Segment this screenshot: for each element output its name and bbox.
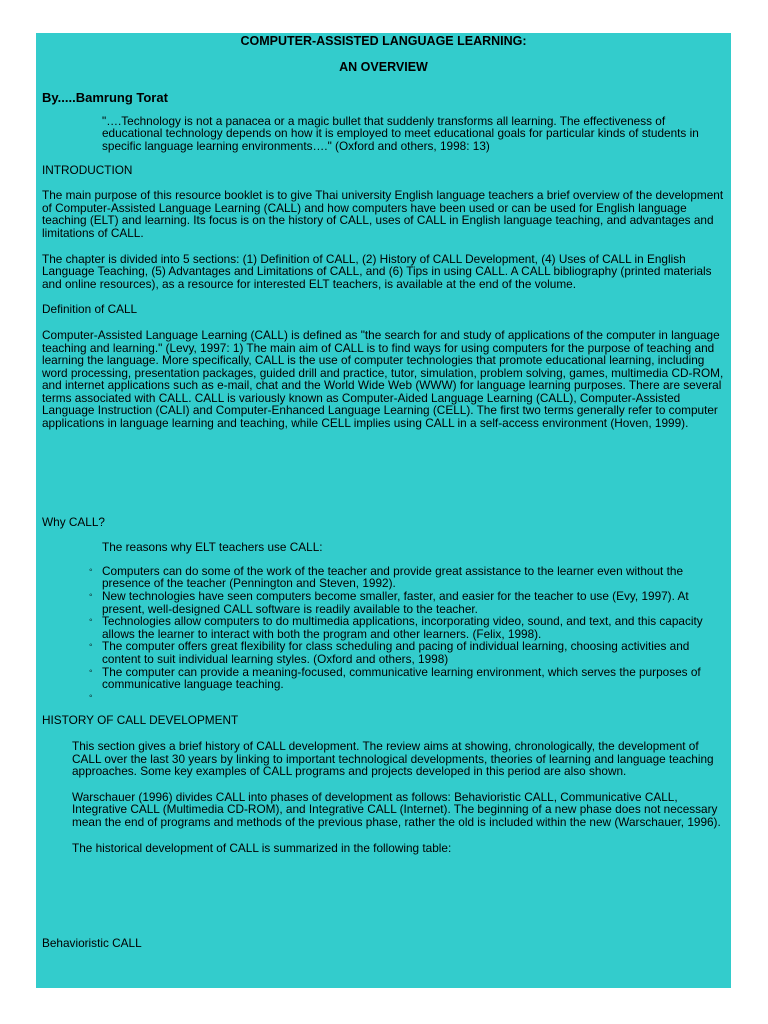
document-page [36, 33, 731, 988]
introduction-paragraph-1: The main purpose of this resource booklet is to give Thai university English language teachers a brief overview of the development of Computer-Assisted Language Learning (CALL) and how computers have been used or can be used for English language teaching (ELT) and learning. Its focus is on the history of CALL, uses of CALL in English language teaching, and advantages and limitations of CALL. [42, 188, 724, 240]
bullet-icon: ◦ [89, 665, 93, 677]
bullet-icon: ◦ [89, 640, 93, 652]
introduction-paragraph-2: The chapter is divided into 5 sections: (1) Definition of CALL, (2) History of CALL Development, (4) Uses of CALL in English Language Teaching, (5) Advantages and Limitations of CALL, and (6) Tips in using CALL. A CALL bibliography (printed materials and online resources), as a resource for interested ELT teachers, is available at the end of the volume. [42, 251, 712, 291]
bullet-icon: ◦ [89, 590, 93, 602]
document-title-line-1: COMPUTER-ASSISTED LANGUAGE LEARNING: [240, 34, 527, 48]
author-byline: By.....Bamrung Torat [42, 90, 168, 106]
epigraph-quote: "….Technology is not a panacea or a magic bullet that suddenly transforms all learning. The effectiveness of educational technology depends on how it is employed to meet educational goals for particular kinds of students in specific language learning environments…." (Oxford and others, 1998: 13) [102, 113, 699, 153]
document-title-line-2: AN OVERVIEW [339, 59, 428, 74]
reasons-list [42, 565, 725, 704]
blank-space [42, 430, 725, 516]
why-call-heading: Why CALL? [42, 514, 105, 529]
list-item: ◦ New technologies have seen computers become smaller, faster, and easier for the teacher to use (Evy, 1997). At present, well-designed CALL software is readily available to the teacher. [89, 589, 689, 616]
bullet-icon: ◦ [89, 690, 93, 702]
history-paragraph-1: This section gives a brief history of CALL development. The review aims at showing, chronologically, the development of CALL over the last 30 years by linking to important technological developments, theories of learning and language teaching approaches. Some key examples of CALL programs and projects developed in this period are also shown. [72, 738, 714, 779]
definition-heading: Definition of CALL [42, 302, 138, 317]
list-item: ◦ Computers can do some of the work of the teacher and provide great assistance to the learner even without the presence of the teacher (Pennington and Steven, 1992). [89, 563, 684, 591]
behavioristic-call-heading: Behavioristic CALL [42, 936, 142, 951]
introduction-heading: INTRODUCTION [42, 162, 133, 177]
why-call-intro: The reasons why ELT teachers use CALL: [102, 540, 323, 555]
bullet-icon: ◦ [89, 564, 93, 576]
history-heading: HISTORY OF CALL DEVELOPMENT [42, 713, 239, 728]
list-item: ◦ The computer offers great flexibility for class scheduling and pacing of individual learning, choosing activities and content to suit individual learning styles. (Oxford and others, 1998) [89, 639, 690, 666]
blank-space [42, 854, 725, 937]
list-item [89, 690, 725, 704]
history-paragraph-3: The historical development of CALL is summarized in the following table: [72, 840, 452, 855]
history-paragraph-2: Warschauer (1996) divides CALL into phases of development as follows: Behavioristic CALL, Communicative CALL, Integrative CALL (Multimedia CD-ROM), and Integrative CALL (Internet). The beginning of a new phase does not necessary mean the end of programs and methods of the previous phase, rather the old is included within the new (Warschauer, 1996). [72, 789, 721, 829]
bullet-icon: ◦ [89, 615, 93, 627]
list-item: ◦ The computer can provide a meaning-focused, communicative learning environment, which serves the purposes of communicative language teaching. [89, 664, 701, 692]
definition-paragraph: Computer-Assisted Language Learning (CALL) is defined as "the search for and study of applications of the computer in language teaching and learning." (Levy, 1997: 1) The main aim of CALL is to find ways for using computers for the purpose of teaching and learning the language. More specifically, CALL is the use of computer technologies that promote educational learning, including word processing, presentation packages, guided drill and practice, tutor, simulation, problem solving, games, multimedia CD-ROM, and internet applications such as e-mail, chat and the World Wide Web (WWW) for language learning purposes. There are several terms associated with CALL. CALL is variously known as Computer-Aided Language Learning (CALL), Computer-Assisted Language Instruction (CALI) and Computer-Enhanced Language Learning (CELL). The first two terms generally refer to computer applications in language learning and teaching, while CELL implies using CALL in a self-access environment (Hoven, 1999). [42, 327, 724, 431]
list-item: ◦ Technologies allow computers to do multimedia applications, incorporating video, sound, and text, and this capacity allows the learner to interact with both the program and other learners. (Felix, 1998). [89, 614, 703, 641]
